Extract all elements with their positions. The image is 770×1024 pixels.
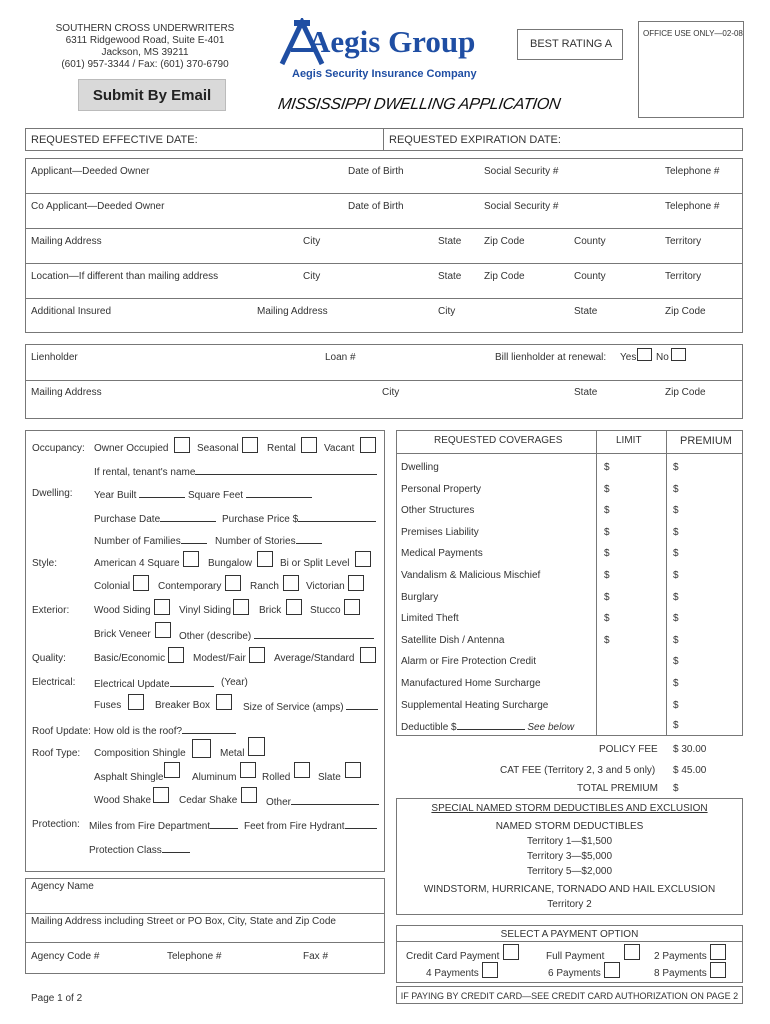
stories-label: Number of Stories [215, 536, 296, 547]
form-title: MISSISSIPPI DWELLING APPLICATION [276, 96, 562, 113]
mailing-city-label: City [303, 236, 321, 247]
page-number: Page 1 of 2 [31, 993, 83, 1004]
agency-telephone-label[interactable]: Telephone # [167, 951, 222, 962]
coverage-premium-field[interactable]: $ [673, 462, 679, 473]
dwelling-label: Dwelling: [32, 488, 73, 499]
roof-update-label: Roof Update: How old is the roof? [32, 726, 183, 737]
yes-label: Yes [620, 352, 637, 363]
logo-sub-text: Aegis Security Insurance Company [292, 68, 477, 80]
location-state-label: State [438, 271, 462, 282]
agency-fax-label[interactable]: Fax # [303, 951, 329, 962]
protection-class-field[interactable] [89, 843, 190, 857]
territory-5-label: Territory 5—$2,000 [526, 866, 613, 877]
brick-label: Brick [259, 605, 282, 616]
co-applicant-label[interactable]: Co Applicant—Deeded Owner [31, 201, 165, 212]
eight-payments-checkbox[interactable] [710, 962, 726, 978]
other-describe-field[interactable] [179, 629, 374, 643]
total-premium-value: $ [673, 783, 679, 794]
coverage-premium-field[interactable]: $ [673, 484, 679, 495]
bi-split-label: Bi or Split Level [280, 558, 350, 569]
location-zip-label: Zip Code [484, 271, 525, 282]
roof-type-label: Roof Type: [32, 748, 81, 759]
applicant-label[interactable]: Applicant—Deeded Owner [31, 166, 150, 177]
coverage-name: Personal Property [401, 484, 482, 495]
purchase-price-field[interactable] [222, 512, 376, 526]
credit-card-label: Credit Card Payment [406, 951, 500, 962]
vinyl-siding-label: Vinyl Siding [179, 605, 232, 616]
coverage-premium-field[interactable]: $ [673, 570, 679, 581]
underwriter-street: 6311 Ridgewood Road, Suite E-401 [65, 35, 225, 46]
deductible-field[interactable] [401, 720, 574, 734]
underwriter-name: SOUTHERN CROSS UNDERWRITERS [55, 23, 235, 34]
deductible-label: Deductible $ [401, 722, 457, 733]
miles-fire-field[interactable] [89, 819, 238, 833]
brick-veneer-label: Brick Veneer [94, 629, 151, 640]
named-storm-label: NAMED STORM DEDUCTIBLES [495, 821, 644, 832]
mailing-state-label: State [438, 236, 462, 247]
mailing-address-label[interactable]: Mailing Address [31, 236, 102, 247]
bungalow-checkbox[interactable] [257, 551, 273, 567]
coverage-name: Limited Theft [401, 613, 459, 624]
lien-state-label: State [574, 387, 598, 398]
owner-occupied-checkbox[interactable] [174, 437, 190, 453]
colonial-label: Colonial [94, 581, 131, 592]
applicant-ssn-label: Social Security # [484, 166, 559, 177]
vinyl-siding-checkbox[interactable] [233, 599, 249, 615]
vacant-label: Vacant [324, 443, 355, 454]
policy-fee-value: $ 30.00 [673, 744, 707, 755]
purchase-date-label: Purchase Date [94, 514, 161, 525]
two-payments-label: 2 Payments [654, 951, 707, 962]
mailing-zip-label: Zip Code [484, 236, 525, 247]
coverage-premium-field[interactable]: $ [673, 635, 679, 646]
coverage-premium-field[interactable]: $ [673, 592, 679, 603]
rental-checkbox[interactable] [301, 437, 317, 453]
vacant-checkbox[interactable] [360, 437, 376, 453]
bill-no-checkbox[interactable] [671, 348, 686, 361]
lien-city-label: City [382, 387, 400, 398]
coverage-name: Alarm or Fire Protection Credit [401, 656, 537, 667]
location-label[interactable]: Location—If different than mailing address [31, 271, 219, 282]
ranch-checkbox[interactable] [283, 575, 299, 591]
coverage-name: Satellite Dish / Antenna [401, 635, 505, 646]
brick-veneer-checkbox[interactable] [155, 622, 171, 638]
coverage-limit-field[interactable]: $ [604, 613, 610, 624]
service-field[interactable] [243, 700, 378, 714]
submit-by-email-button[interactable]: Submit By Email [78, 79, 226, 111]
four-payments-checkbox[interactable] [482, 962, 498, 978]
cat-fee-label: CAT FEE (Territory 2, 3 and 5 only) [500, 765, 656, 776]
tenant-name-label: If rental, tenant's name [94, 467, 196, 478]
breaker-checkbox[interactable] [216, 694, 232, 710]
asphalt-label: Asphalt Shingle [94, 772, 164, 783]
coverage-premium-field[interactable]: $ [673, 548, 679, 559]
square-feet-field[interactable] [188, 488, 312, 502]
style-label: Style: [32, 558, 58, 569]
brick-checkbox[interactable] [286, 599, 302, 615]
service-label: Size of Service (amps) [243, 702, 344, 713]
slate-checkbox[interactable] [345, 762, 361, 778]
american-checkbox[interactable] [183, 551, 199, 567]
occupancy-label: Occupancy: [32, 443, 85, 454]
coverage-name: Burglary [401, 592, 439, 603]
contemporary-label: Contemporary [158, 581, 222, 592]
expiration-date-label: REQUESTED EXPIRATION DATE: [389, 134, 561, 146]
coverage-premium-field[interactable]: $ [673, 527, 679, 538]
underwriter-address [40, 23, 250, 71]
loan-label: Loan # [325, 352, 356, 363]
coverage-name: Supplemental Heating Surcharge [401, 700, 549, 711]
effective-date-label: REQUESTED EFFECTIVE DATE: [31, 134, 198, 146]
lienholder-label[interactable]: Lienholder [31, 352, 78, 363]
roof-other-label: Other [266, 797, 292, 808]
wood-shake-checkbox[interactable] [153, 787, 169, 803]
total-premium-label: TOTAL PREMIUM [577, 783, 658, 794]
deductible-premium-currency: $ [673, 720, 679, 731]
six-payments-checkbox[interactable] [604, 962, 620, 978]
full-payment-label: Full Payment [546, 951, 605, 962]
owner-occupied-label: Owner Occupied [94, 443, 169, 454]
additional-zip-label: Zip Code [665, 306, 706, 317]
policy-fee-label: POLICY FEE [599, 744, 658, 755]
metal-label: Metal [220, 748, 245, 759]
american-label: American 4 Square [94, 558, 180, 569]
additional-city-label: City [438, 306, 456, 317]
territory-3-label: Territory 3—$5,000 [526, 851, 613, 862]
coverage-limit-field[interactable]: $ [604, 548, 610, 559]
coverage-name: Dwelling [401, 462, 439, 473]
bungalow-label: Bungalow [208, 558, 252, 569]
year-built-field[interactable] [94, 488, 185, 502]
underwriter-city: Jackson, MS 39211 [101, 47, 189, 58]
underwriter-phone: (601) 957-3344 / Fax: (601) 370-6790 [61, 59, 229, 70]
payment-title: SELECT A PAYMENT OPTION [500, 929, 639, 940]
bi-split-checkbox[interactable] [355, 551, 371, 567]
coverage-name: Other Structures [401, 505, 475, 516]
quality-label: Quality: [32, 653, 66, 664]
stories-field[interactable] [215, 534, 322, 548]
protection-label: Protection: [32, 819, 80, 830]
cat-fee-value: $ 45.00 [673, 765, 707, 776]
cedar-shake-label: Cedar Shake [179, 795, 238, 806]
families-field[interactable] [94, 534, 207, 548]
co-applicant-ssn-label: Social Security # [484, 201, 559, 212]
coverage-name: Medical Payments [401, 548, 483, 559]
coverage-premium-field[interactable]: $ [673, 505, 679, 516]
applicant-box [25, 158, 743, 333]
coverage-premium-field[interactable]: $ [673, 656, 679, 667]
rental-label: Rental [267, 443, 296, 454]
coverage-premium-field[interactable]: $ [673, 678, 679, 689]
logo-main-text: Aegis Group [308, 24, 476, 59]
see-below-label: See below [527, 722, 575, 733]
bill-yes-checkbox[interactable] [637, 348, 652, 361]
miles-fire-label: Miles from Fire Department [89, 821, 211, 832]
territory-2-label: Territory 2 [547, 899, 592, 910]
victorian-label: Victorian [306, 581, 345, 592]
applicant-telephone-label: Telephone # [665, 166, 720, 177]
coverage-premium-field[interactable]: $ [673, 613, 679, 624]
lien-mailing-label[interactable]: Mailing Address [31, 387, 102, 398]
cedar-shake-checkbox[interactable] [241, 787, 257, 803]
coverages-box [396, 430, 743, 736]
stucco-label: Stucco [310, 605, 341, 616]
mailing-county-label: County [574, 236, 606, 247]
square-feet-label: Square Feet [188, 490, 244, 501]
coverage-name: Manufactured Home Surcharge [401, 678, 541, 689]
aluminum-checkbox[interactable] [240, 762, 256, 778]
elec-update-label: Electrical Update [94, 679, 170, 690]
mailing-territory-label: Territory [665, 236, 702, 247]
coverage-premium-field[interactable]: $ [673, 700, 679, 711]
coverage-limit-field[interactable]: $ [604, 484, 610, 495]
location-territory-label: Territory [665, 271, 702, 282]
modest-label: Modest/Fair [193, 653, 246, 664]
territory-1-label: Territory 1—$1,500 [526, 836, 613, 847]
coverage-limit-field[interactable]: $ [604, 462, 610, 473]
feet-hydrant-label: Feet from Fire Hydrant [244, 821, 345, 832]
coverage-limit-field[interactable]: $ [604, 505, 610, 516]
families-label: Number of Families [94, 536, 181, 547]
wood-shake-label: Wood Shake [94, 795, 152, 806]
composition-label: Composition Shingle [94, 748, 186, 759]
feet-hydrant-field[interactable] [244, 819, 377, 833]
rolled-label: Rolled [262, 772, 291, 783]
metal-checkbox[interactable] [248, 737, 265, 756]
tenant-name-field[interactable] [94, 465, 377, 479]
asphalt-checkbox[interactable] [164, 762, 180, 778]
eight-payments-label: 8 Payments [654, 968, 707, 979]
colonial-checkbox[interactable] [133, 575, 149, 591]
applicant-dob-label: Date of Birth [348, 166, 404, 177]
basic-label: Basic/Economic [94, 653, 166, 664]
agency-code-label[interactable]: Agency Code # [31, 951, 100, 962]
seasonal-label: Seasonal [197, 443, 239, 454]
coverage-name: Premises Liability [401, 527, 479, 538]
two-payments-checkbox[interactable] [710, 944, 726, 960]
office-use-text: OFFICE USE ONLY—02-08 [643, 29, 743, 38]
payment-note: IF PAYING BY CREDIT CARD—SEE CREDIT CARD AUTHORIZATION ON PAGE 2 [400, 991, 739, 1001]
other-describe-label: Other (describe) [179, 631, 252, 642]
ranch-label: Ranch [250, 581, 279, 592]
average-label: Average/Standard [274, 653, 355, 664]
additional-insured-label[interactable]: Additional Insured [31, 306, 112, 317]
average-checkbox[interactable] [360, 647, 376, 663]
fuses-label: Fuses [94, 700, 122, 711]
exterior-label: Exterior: [32, 605, 70, 616]
bill-renewal-label: Bill lienholder at renewal: [495, 352, 607, 363]
purchase-price-label: Purchase Price $ [222, 514, 299, 525]
co-applicant-telephone-label: Telephone # [665, 201, 720, 212]
contemporary-checkbox[interactable] [225, 575, 241, 591]
electrical-label: Electrical: [32, 677, 76, 688]
premium-header: PREMIUM [680, 435, 732, 447]
coverages-header: REQUESTED COVERAGES [434, 435, 563, 446]
wood-siding-label: Wood Siding [94, 605, 151, 616]
composition-checkbox[interactable] [192, 739, 211, 758]
elec-update-field[interactable] [94, 677, 214, 691]
aegis-logo [278, 18, 503, 82]
coverage-limit-field[interactable]: $ [604, 635, 610, 646]
basic-checkbox[interactable] [168, 647, 184, 663]
coverage-limit-field[interactable]: $ [604, 592, 610, 603]
victorian-checkbox[interactable] [348, 575, 364, 591]
four-payments-label: 4 Payments [426, 968, 479, 979]
agency-name-label[interactable]: Agency Name [31, 881, 94, 892]
protection-class-label: Protection Class [89, 845, 162, 856]
seasonal-checkbox[interactable] [242, 437, 258, 453]
additional-state-label: State [574, 306, 598, 317]
lien-zip-label: Zip Code [665, 387, 706, 398]
full-payment-checkbox[interactable] [624, 944, 640, 960]
additional-mailing-label: Mailing Address [257, 306, 328, 317]
year-built-label: Year Built [94, 490, 137, 501]
no-label: No [656, 352, 669, 363]
agency-mailing-label[interactable]: Mailing Address including Street or PO Box, City, State and Zip Code [31, 916, 336, 927]
roof-other-field[interactable] [266, 795, 379, 809]
fuses-checkbox[interactable] [128, 694, 144, 710]
exclusion-label: WINDSTORM, HURRICANE, TORNADO AND HAIL EXCLUSION [423, 884, 716, 895]
location-county-label: County [574, 271, 606, 282]
rolled-checkbox[interactable] [294, 762, 310, 778]
elec-year-label: (Year) [221, 677, 248, 688]
modest-checkbox[interactable] [249, 647, 265, 663]
breaker-label: Breaker Box [155, 700, 211, 711]
coverage-limit-field[interactable]: $ [604, 570, 610, 581]
coverage-limit-field[interactable]: $ [604, 527, 610, 538]
limit-header: LIMIT [616, 435, 642, 446]
purchase-date-field[interactable] [94, 512, 216, 526]
location-city-label: City [303, 271, 321, 282]
slate-label: Slate [318, 772, 341, 783]
wood-siding-checkbox[interactable] [154, 599, 170, 615]
rating-text: BEST RATING A [530, 38, 613, 50]
aluminum-label: Aluminum [192, 772, 237, 783]
storm-title: SPECIAL NAMED STORM DEDUCTIBLES AND EXCLUSION [431, 803, 708, 814]
coverage-name: Vandalism & Malicious Mischief [401, 570, 541, 581]
six-payments-label: 6 Payments [548, 968, 601, 979]
co-applicant-dob-label: Date of Birth [348, 201, 404, 212]
credit-card-checkbox[interactable] [503, 944, 519, 960]
stucco-checkbox[interactable] [344, 599, 360, 615]
roof-update-field[interactable] [32, 724, 236, 738]
